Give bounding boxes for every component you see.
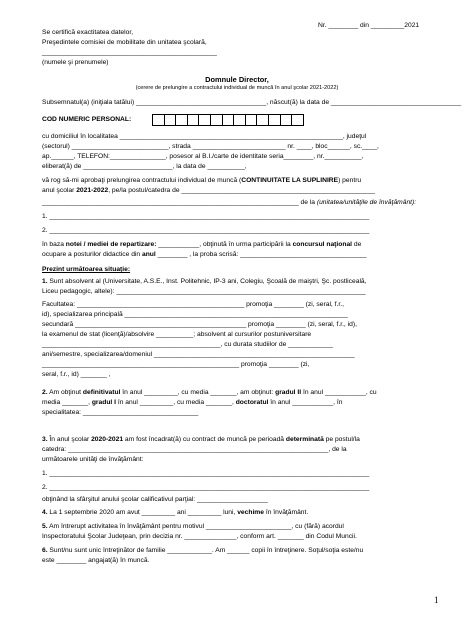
request-line-1: vă rog să-mi aprobaţi prelungirea contractului individual de muncă (CONTINUITATE LA SUPLINIRE) pentru xyxy=(42,177,362,184)
partial-rating-line: obţinând la sfârşitul anului şcolar calificativul parţial: ___________________ xyxy=(42,496,268,503)
certification-line-1: Se certifică exactitatea datelor, xyxy=(42,29,134,36)
employment-school-1: 1. ______________________________________________________________________________________ xyxy=(42,470,370,477)
school-line-2: 2. ______________________________________________________________________________________ xyxy=(42,227,370,234)
document-subtitle: (cerere de prelungire a contractului individual de muncă în anul şcolar 2021-2022) xyxy=(135,85,339,91)
applicant-name-line: Subsemnatul(a) (iniţiala tatălui) ___________________________________, născut(ă) la data de ___________________________________ xyxy=(42,99,462,106)
address-details-line: (sectorul) __________________________, strada _________________________ nr. ____, bloc______, sc.____, xyxy=(42,143,379,150)
qualification-line-2: media _______, gradul I în anul _________, cu media _______, doctoratul în anul ___________, în xyxy=(42,399,343,406)
cnp-box xyxy=(291,114,304,126)
family-line-2: este ________ angajat(ă) în muncă. xyxy=(42,557,150,564)
postgrad-form-line: seral, f.r., id) _______ , xyxy=(42,371,111,378)
faculty-line: Facultatea: _____________________________________________ promoţia ________ (zi, seral, f.r., xyxy=(42,301,344,308)
state-exam-line: la examenul de stat (licenţă)/absolvire __________; absolvent al cursurilor postuniversitare xyxy=(42,331,312,338)
seniority-line: 4. La 1 septembrie 2020 am avut _________ ani _________ luni, vechime în învăţământ. xyxy=(42,509,309,516)
education-line-1: 1. Sunt absolvent al (Universitate, A.S.E., Inst. Politehnic, IP-3 ani, Colegiu, Şcoală de maiştri, Şc. postliceală, xyxy=(42,278,367,285)
address-line: cu domiciliul în localitatea ____________________________________________________________, judeţul xyxy=(42,133,367,140)
grade-basis-line: în baza notei / mediei de repartizare: ___________, obţinută în urma participării la concursul naţional de xyxy=(42,241,362,248)
postgrad-domain-line: ani/semestre, specializarea/domeniul ______________________________________________________ xyxy=(42,351,355,358)
nr-date-line: Nr. ________ din _________2021 xyxy=(318,22,420,29)
request-line-2: anul şcolar 2021-2022, pe/la postul/catedra de ____________________________________________________ xyxy=(42,187,375,194)
id-issued-line: eliberat(ă) de ________________________, la data de __________, xyxy=(42,163,247,170)
situation-heading: Prezint următoarea situaţie: xyxy=(42,266,131,273)
specialty-line: specialitatea: _______________________________ xyxy=(42,409,199,416)
family-line-1: 6. Sunt/nu sunt unic întreţinător de familie ____________. Am ______ copii în întreţinere. Soţul/soţia este/nu xyxy=(42,547,364,554)
cnp-label: COD NUMERIC PERSONAL: xyxy=(42,116,132,123)
request-line-3: _____________________________________________________________________ de la (unitatea/unităţile de învăţământ): xyxy=(42,199,417,206)
contact-id-line: ap.______, TELEFON:_______________, posesor al B.I./carte de identitate seria________, nr.__________, xyxy=(42,153,364,160)
secondary-specialization-line: secundară ______________________________________________ promoţia ________ (zi, seral, f.r., id), xyxy=(42,321,357,328)
interruption-line-2: Inspectoratului Şcolar Judeţean, prin decizia nr. ______________, conform art. _______ din Codul Muncii. xyxy=(42,533,357,540)
employment-line-2: catedra: ______________________________________________________________________, de la xyxy=(42,446,347,453)
school-line-1: 1. ______________________________________________________________________________________ xyxy=(42,213,370,220)
certification-line-2: Preşedintele comisiei de mobilitate din unitatea şcolară, xyxy=(42,39,207,46)
certification-signature-line: _______________________________________________ xyxy=(42,49,217,56)
postgrad-course-line: ________________________________________________, cu durata studiilor de ____________ xyxy=(42,341,333,348)
page-number: 1 xyxy=(434,595,439,605)
specialization-line: id), specializarea principală ____________________________________________________________ xyxy=(42,311,348,318)
document-title: Domnule Director, xyxy=(205,75,269,84)
postgrad-promotion-line: _____________________________________________________ promoţia ________ (zi, xyxy=(42,361,310,368)
qualification-line-1: 2. Am obţinut definitivatul în anul _________, cu media _______, am obţinut: gradul II în anul ___________, cu xyxy=(42,389,377,396)
competition-year-line: ocupare a posturilor didactice din anul ________ , la proba scrisă: __________________________________ xyxy=(42,251,367,258)
cnp-grid xyxy=(152,114,304,127)
education-line-2: Liceu pedagogic, altele): ___________________________________________________________________ xyxy=(42,288,366,295)
interruption-line-1: 5. Am întrerupt activitatea în învăţământ pentru motivul _______________________, cu (fără) acordul xyxy=(42,523,344,530)
certification-name-caption: (numele şi prenumele) xyxy=(42,59,109,66)
employment-line-1: 3. În anul şcolar 2020-2021 am fost încadrat(ă) cu contract de muncă pe perioadă determinată pe postul/la xyxy=(42,436,360,443)
employment-line-3: următoarele unităţi de învăţământ: xyxy=(42,456,144,463)
employment-school-2: 2. ______________________________________________________________________________________ xyxy=(42,484,370,491)
